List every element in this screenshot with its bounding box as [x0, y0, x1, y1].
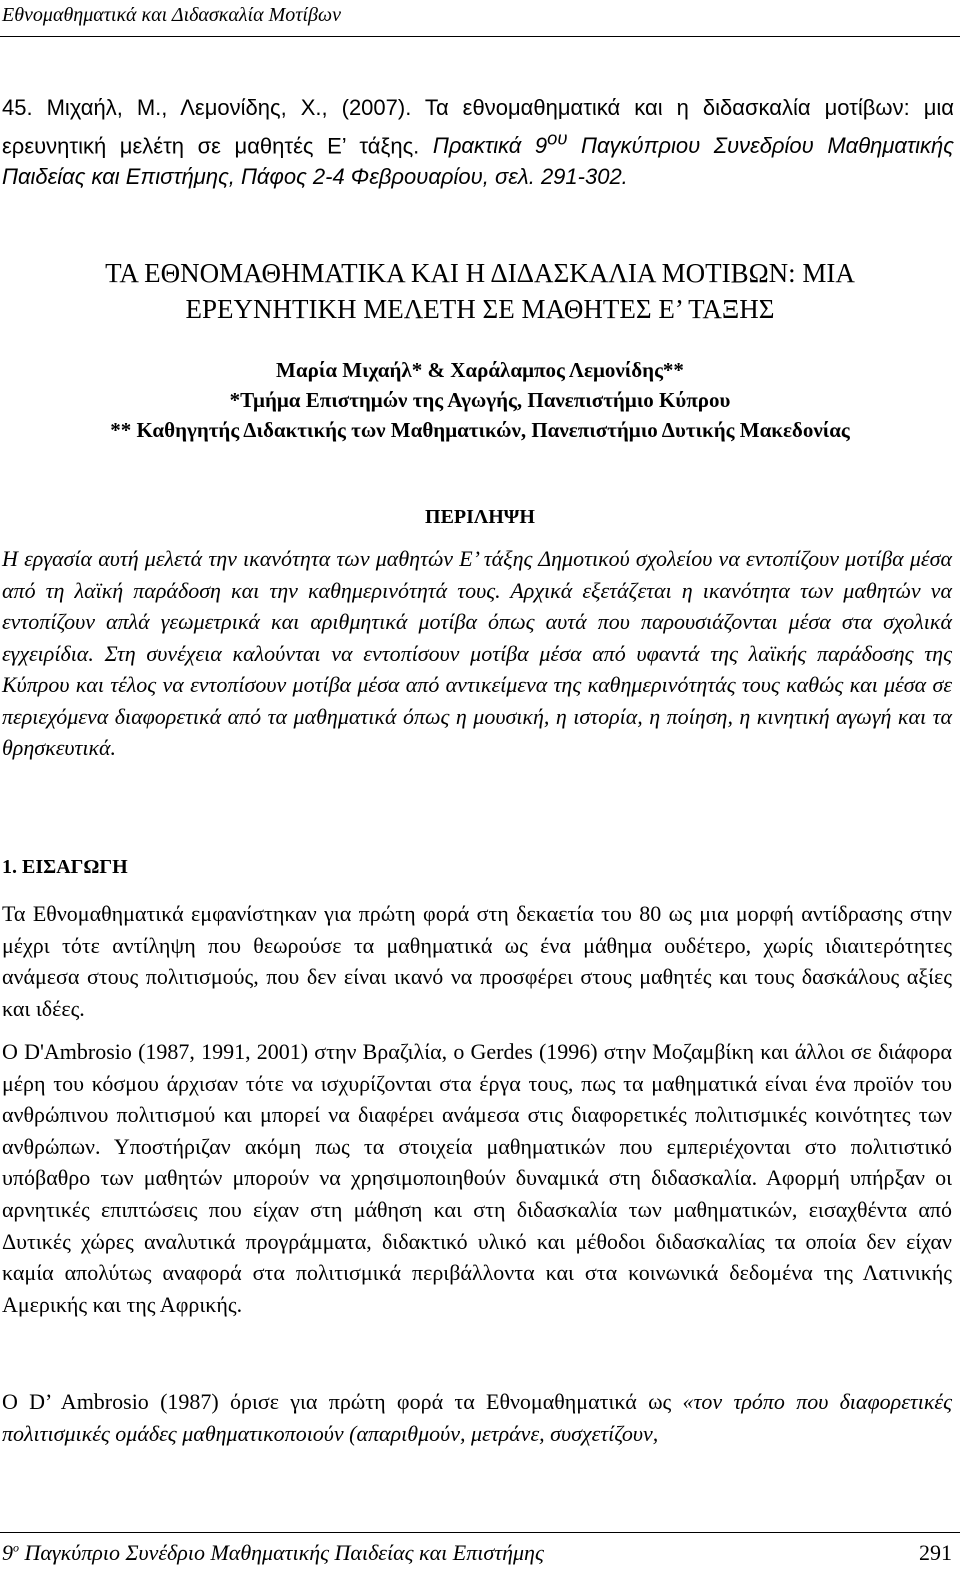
intro-paragraph-3 — [2, 1386, 952, 1449]
proceedings-prefix: Πρακτικά 9 — [432, 133, 548, 159]
abstract-text: Η εργασία αυτή μελετά την ικανότητα των μαθητών Ε’ τάξης Δημοτικού σχολείου να εντοπίζουν μοτίβα μέσα από τη λαϊκή παράδοση και την καθημερινότητά τους. Αρχικά εξετάζεται η ικανότητα των μαθητών να εντοπίζουν απλά γεωμετρικά και αριθμητικά μοτίβα όπως αυτά που παρουσιάζονται μέσα στα σχολικά εγχειρίδια. Στη συνέχεια καλούνται να εντοπίσουν μοτίβα μέσα από υφαντά της λαϊκής παράδοσης της Κύπρου και τέλος να εντοπίσουν μοτίβα μέσα από αντικείμενα της καθημερινότητάς τους καθώς και μέσα σε περιεχόμενα διαφορετικά από τα μαθηματικά όπως η μουσική, η ιστορία, η ποίηση, η κινητική αγωγή και τα θρησκευτικά. — [2, 546, 952, 760]
affiliation-2: ** Καθηγητής Διδακτικής των Μαθηματικών, Πανεπιστήμιο Δυτικής Μακεδονίας — [110, 418, 850, 442]
title-line-2: ΕΡΕΥΝΗΤΙΚΗ ΜΕΛΕΤΗ ΣΕ ΜΑΘΗΤΕΣ Ε’ ΤΑΞΗΣ — [185, 294, 775, 324]
footer-divider — [0, 1532, 960, 1533]
intro-paragraph-2: Ο D'Ambrosio (1987, 1991, 2001) στην Βραζιλία, ο Gerdes (1996) στην Μοζαμβίκη και άλλοι σε διάφορα μέρη του κόσμου άρχισαν τότε να ισχυρίζονται στα έργα τους, πως τα μαθηματικά είναι ένα προϊόν του ανθρώπινου πολιτισμού και μπορεί να διαφέρει ανάμεσα στις διαφορετικές πολιτισμικές κοινότητες των ανθρώπων. Υποστήριζαν ακόμη πως τα στοιχεία μαθηματικών που εμπεριέχονται στο πολιτιστικό υπόβαθρο των μαθητών μπορούν να χρησιμοποιηθούν δυναμικά στη διδασκαλία. Αφορμή υπήρξαν οι αρνητικές επιπτώσεις που είχαν στη μάθηση και στη διδασκαλία των μαθηματικών, εισαχθέντα από Δυτικές χώρες αναλυτικά προγράμματα, διδακτικό υλικό και μέθοδοι διδασκαλίας τα οποία δεν είχαν καμία απολύτως αναφορά στα πολιτισμικά περιβάλλοντα και στα κοινωνικά δεδομένα της Λατινικής Αμερικής και της Αφρικής. — [2, 1039, 952, 1317]
author-names: Μαρία Μιχαήλ* & Χαράλαμπος Λεμονίδης** — [276, 358, 684, 382]
running-header — [0, 4, 960, 27]
citation-authors: Μιχαήλ, Μ., Λεμονίδης, Χ., (2007). Τα εθνομαθηματικά και η διδασκαλία μοτίβων: μια ερευνητική μελέτη σε μαθητές Ε’ τάξης. — [2, 95, 954, 159]
conf-name: Παγκύπριο Συνέδριο Μαθηματικής Παιδείας και Επιστήμης — [19, 1540, 544, 1565]
proceedings-sup: ου — [547, 128, 568, 149]
running-title: Εθνομαθηματικά και Διδασκαλία Μοτίβων — [2, 4, 341, 26]
paper-title — [0, 255, 960, 327]
citation-number: 45. — [2, 95, 33, 120]
conf-number: 9 — [2, 1540, 13, 1565]
paragraph-3-text: Ο D’ Ambrosio (1987) όρισε για πρώτη φορά τα Εθνομαθηματικά ως — [2, 1389, 683, 1414]
title-line-1: ΤΑ ΕΘΝΟΜΑΘΗΜΑΤΙΚΑ ΚΑΙ Η ΔΙΔΑΣΚΑΛΙΑ ΜΟΤΙΒΩΝ: ΜΙΑ — [105, 258, 855, 288]
section-heading-introduction: 1. ΕΙΣΑΓΩΓΗ — [2, 856, 128, 878]
header-divider — [0, 36, 960, 37]
conf-sup: ο — [13, 1540, 19, 1555]
footer-conference — [2, 1540, 544, 1566]
intro-paragraph-1: Τα Εθνομαθηματικά εμφανίστηκαν για πρώτη φορά στη δεκαετία του 80 ως μια μορφή αντίδρασης στην μέχρι τότε αντίληψη που θεωρούσε τα μαθηματικά ως ένα μάθημα ουδέτερο, χωρίς ιδιαιτερότητες ανάμεσα στους πολιτισμούς, που δεν είναι ικανό να προσφέρει στους μαθητές και τους δασκάλους αξίες και ιδέες. — [2, 901, 952, 1021]
proceedings-rest: Παγκύπριου Συνεδρίου Μαθηματικής Παιδείας και Επιστήμης, Πάφος 2-4 Φεβρουαρίου, σελ. 291-302. — [2, 133, 954, 190]
affiliation-1: *Τμήμα Επιστημών της Αγωγής, Πανεπιστήμιο Κύπρου — [229, 388, 731, 412]
citation-block — [2, 92, 954, 192]
authors-block — [0, 355, 960, 445]
abstract-heading: ΠΕΡΙΛΗΨΗ — [425, 506, 535, 528]
paragraph-3-quote: «τον τρόπο που διαφορετικές πολιτισμικές ομάδες μαθηματικοποιούν (απαριθμούν, μετράνε, συσχετίζουν, — [2, 1389, 953, 1446]
page-number: 291 — [919, 1540, 952, 1565]
